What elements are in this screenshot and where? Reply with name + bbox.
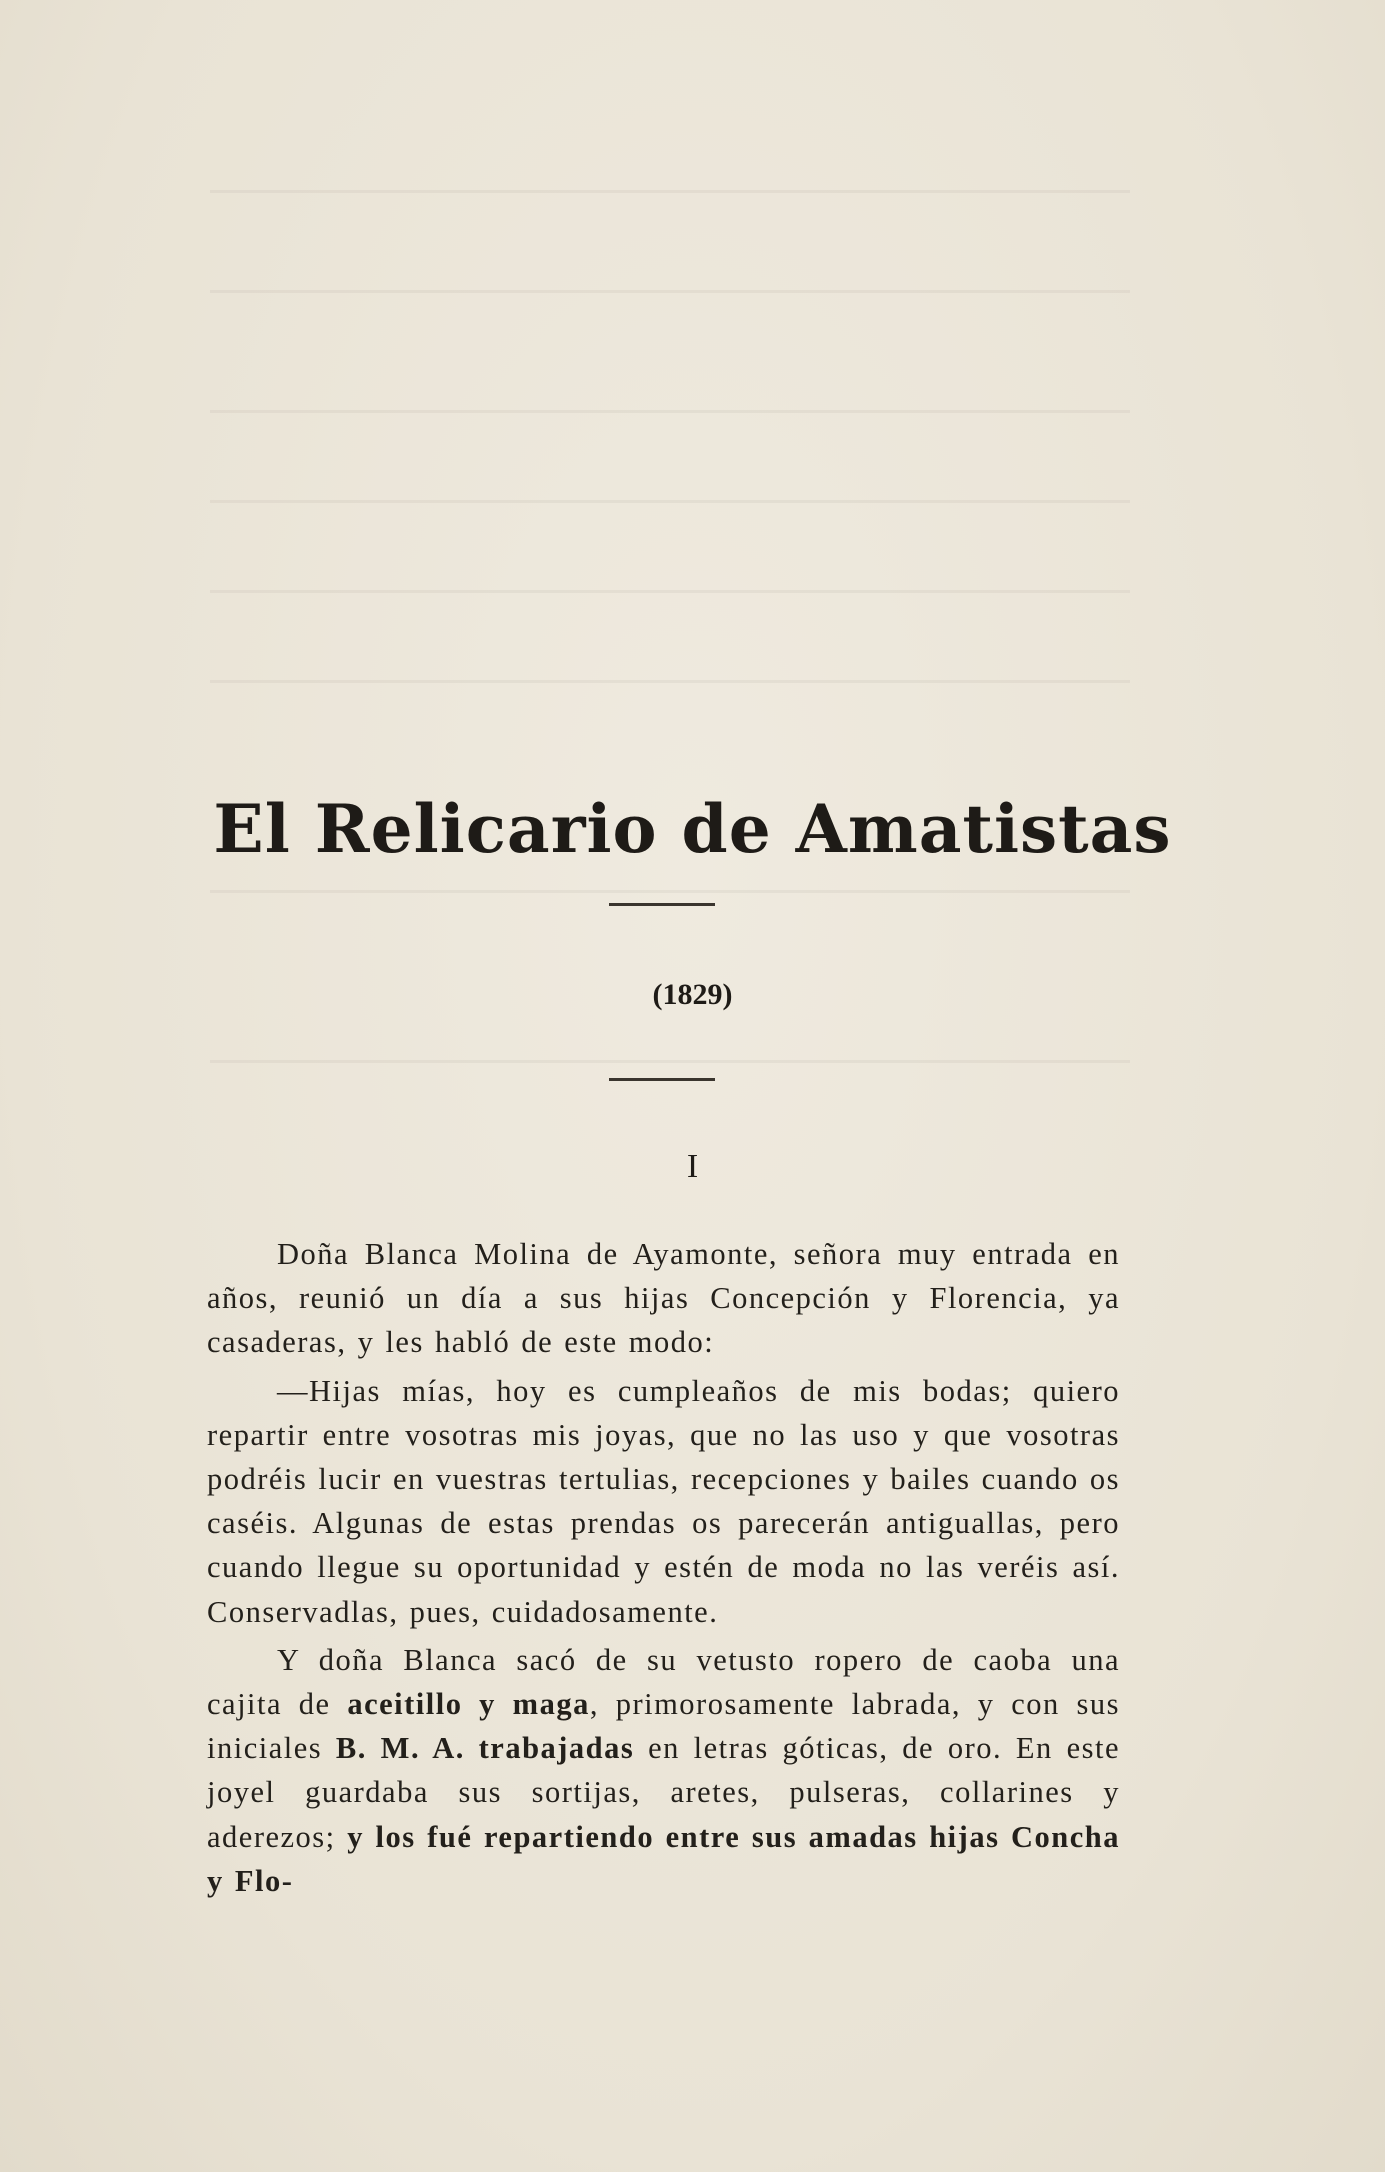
bleed-through-line [210,190,1130,193]
text-run: , primorosamente labrada, y con sus iniciales [207,1687,1120,1766]
text-run: Doña Blanca Molina de Ayamonte, señora muy entrada en años, reunió un día a sus hijas Concepción y Florencia, ya casaderas, y les habló de este modo: [207,1237,1120,1360]
text-run: —Hijas mías, hoy es cumpleaños de mis bodas; quiero repartir entre vosotras mis joyas, que no las uso y que vosotras podréis lucir en vuestras tertulias, recepciones y bailes cuando os caséis. Algunas de estas prendas os parecerán antiguallas, pero cuando llegue su oportunidad y estén de moda no las veréis así. Conservadlas, pues, cuidadosamente. [207,1373,1120,1629]
bleed-through-line [210,500,1130,503]
paragraph [207,1638,1120,1903]
bold-text-run: aceitillo y maga [347,1687,590,1722]
paragraph [207,1232,1120,1365]
text-run: en letras góticas, de oro. En este joyel guardaba sus sortijas, aretes, pulseras, collarines y aderezos; [207,1731,1120,1854]
bleed-through-line [210,590,1130,593]
chapter-number: I [686,1148,699,1185]
text-run: Y doña Blanca sacó de su vetusto ropero de caoba una cajita de [207,1642,1120,1722]
body-text [207,1232,1120,1903]
story-title: El Relicario de Amatistas [213,790,1172,868]
bleed-through-line [210,1060,1130,1063]
bleed-through-line [210,680,1130,683]
bleed-through-line [210,290,1130,293]
ornament-rule [609,1078,715,1081]
paragraph [207,1369,1120,1634]
story-year: (1829) [652,978,733,1011]
bold-text-run: y los fué repartiendo entre sus amadas hijas Concha y Flo- [207,1819,1120,1898]
bleed-through-line [210,410,1130,413]
title-rule [609,903,715,906]
bold-text-run: B. M. A. trabajadas [335,1731,635,1766]
bleed-through-line [210,890,1130,893]
